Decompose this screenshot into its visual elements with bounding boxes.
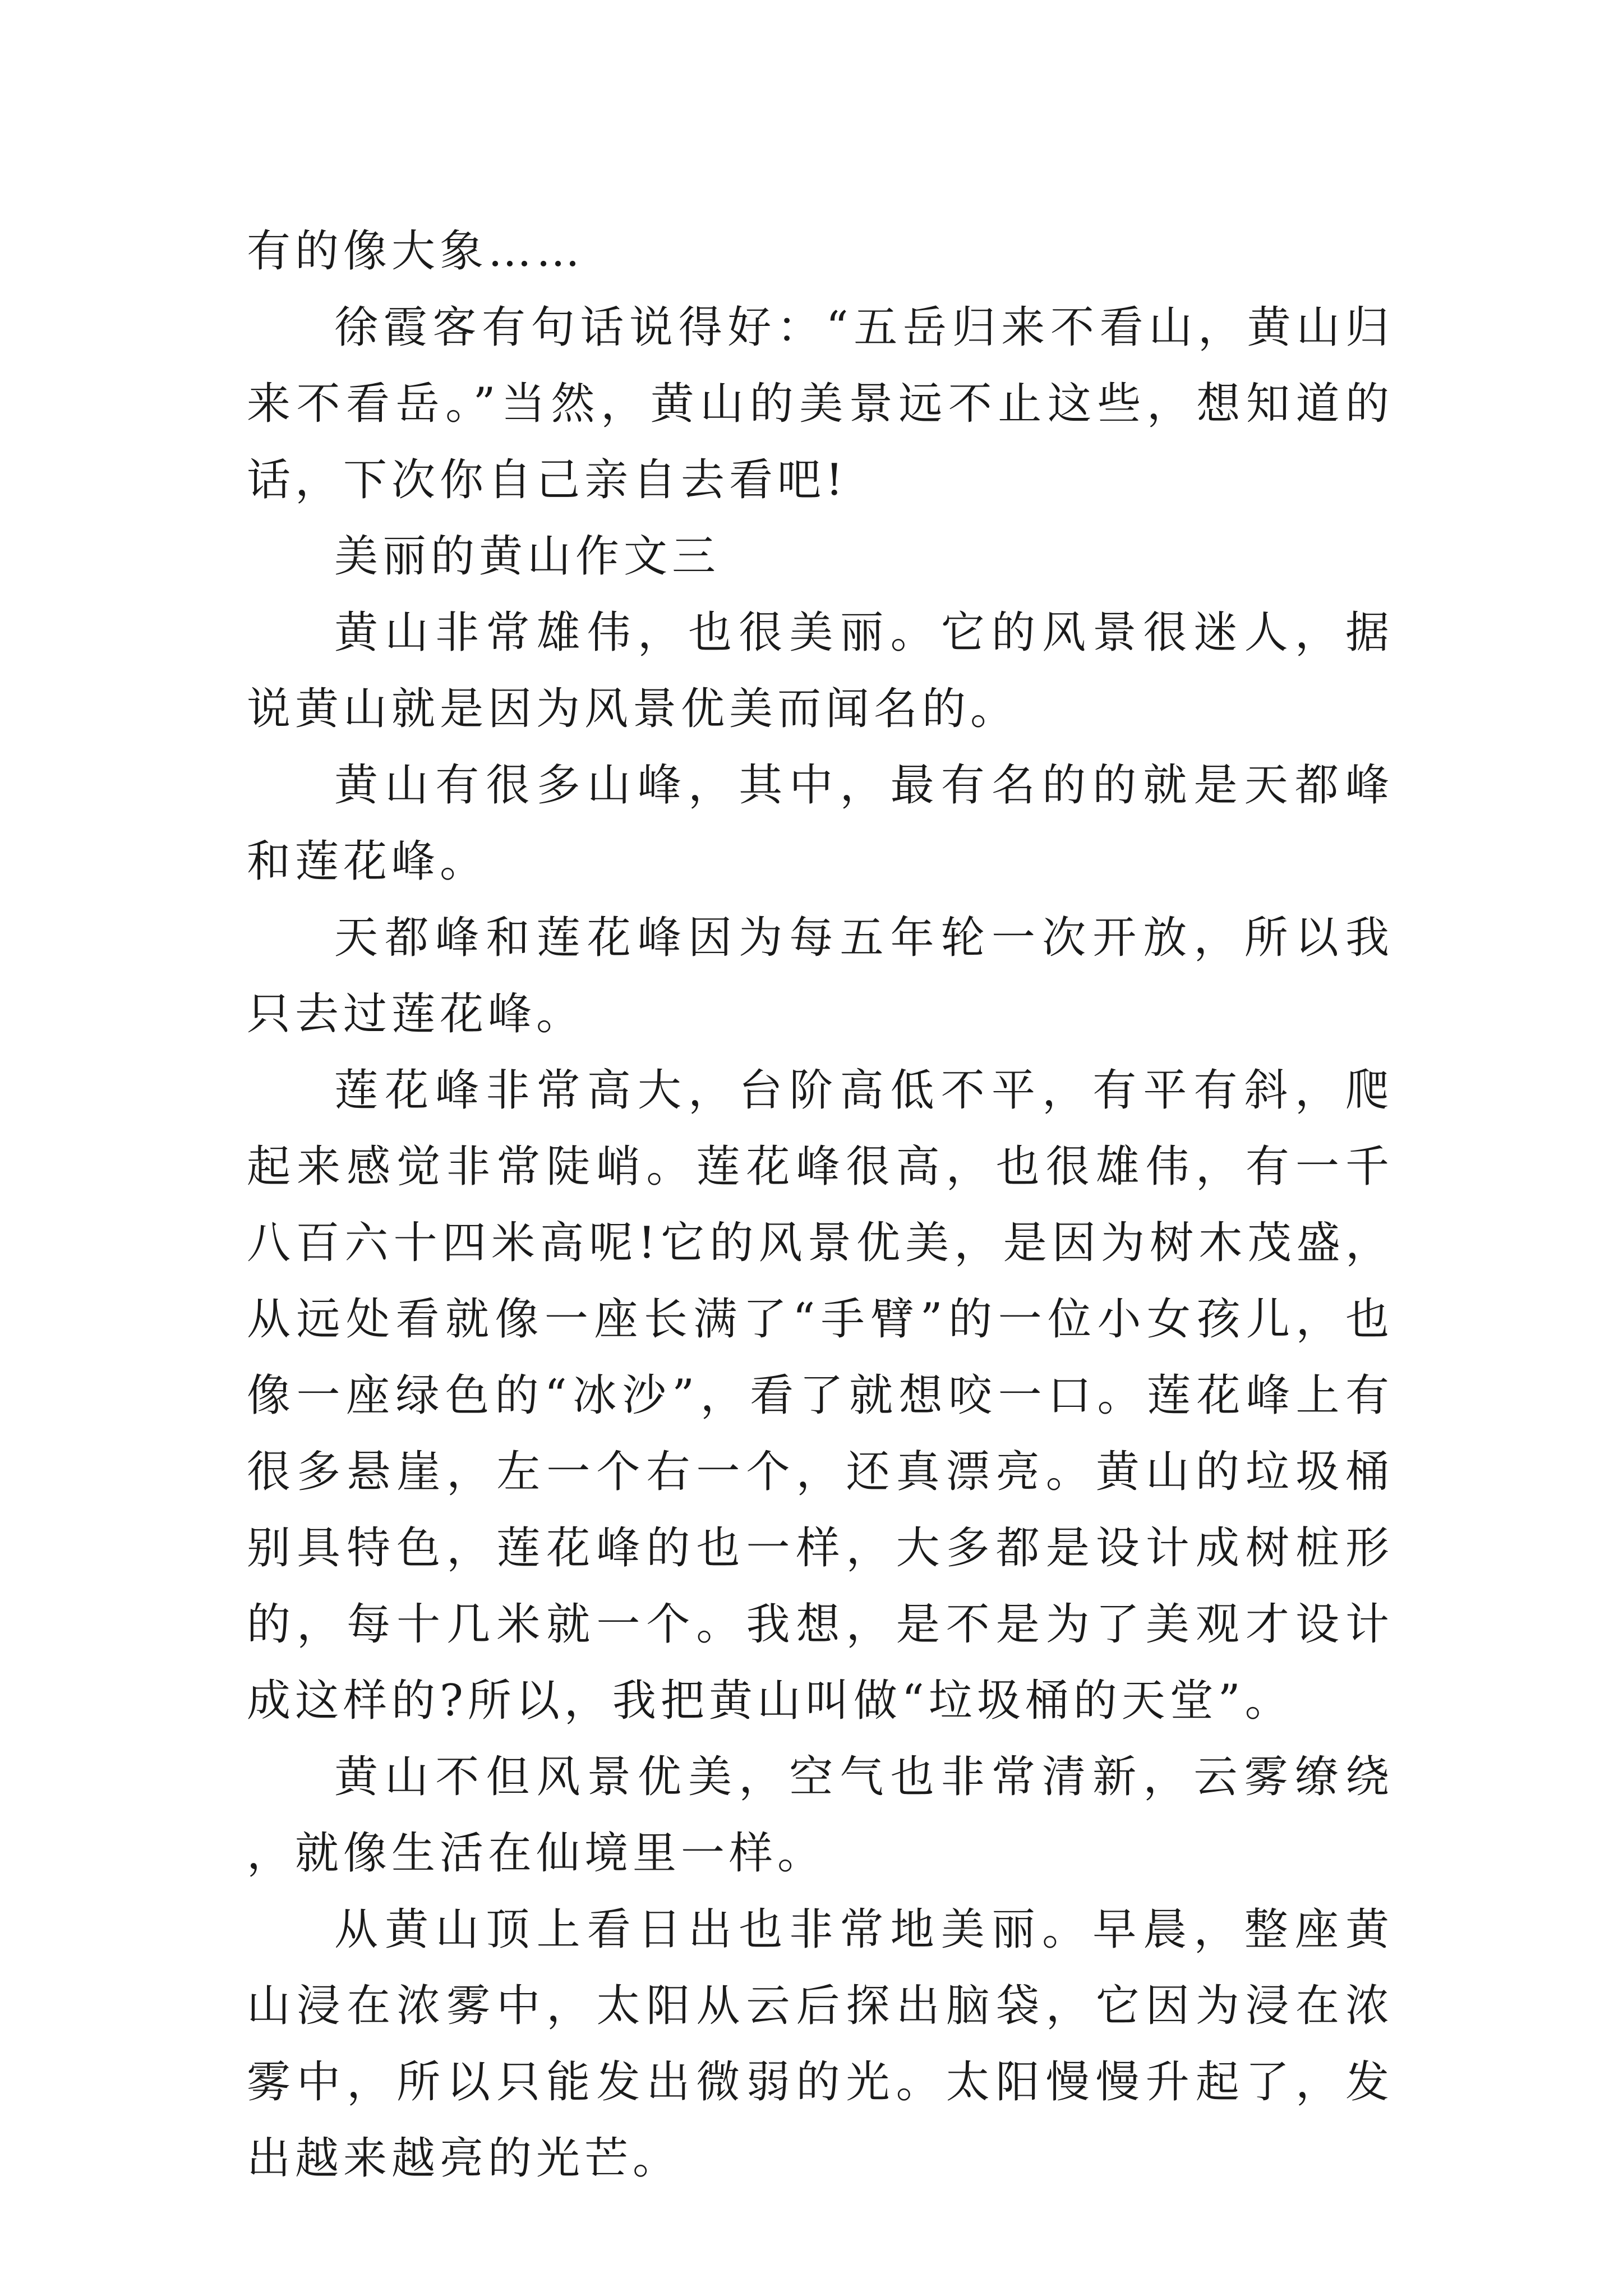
essay-heading: 美丽的黄山作文三 bbox=[334, 531, 721, 582]
paragraph-sunrise: 从黄山顶上看日出也非常地美丽。早晨，整座黄山浸在浓雾中，太阳从云后探出脑袋，它因为浸在浓雾中，所以只能发出微弱的光。太阳慢慢升起了，发出越来越亮的光芒。 bbox=[247, 1904, 1394, 2184]
essay-text bbox=[247, 213, 1394, 2197]
paragraph-continuation: 有的像大象…… bbox=[247, 226, 585, 277]
paragraph-intro: 黄山非常雄伟，也很美丽。它的风景很迷人，据说黄山就是因为风景优美而闻名的。 bbox=[247, 608, 1394, 734]
paragraph-peaks: 黄山有很多山峰，其中，最有名的的就是天都峰和莲花峰。 bbox=[247, 760, 1394, 887]
paragraph-lotus-peak: 莲花峰非常高大，台阶高低不平，有平有斜，爬起来感觉非常陡峭。莲花峰很高，也很雄伟，有一千八百六十四米高呢!它的风景优美，是因为树木茂盛，从远处看就像一座长满了“手臂”的一位小女孩儿，也像一座绿色的“冰沙”，看了就想咬一口。莲花峰上有很多悬崖，左一个右一个，还真漂亮。黄山的垃圾桶别具特色，莲花峰的也一样，大多都是设计成树桩形的，每十几米就一个。我想，是不是为了美观才设计成这样的?所以，我把黄山叫做“垃圾桶的天堂”。 bbox=[247, 1065, 1394, 1726]
paragraph-xu-xiake-quote: 徐霞客有句话说得好：“五岳归来不看山，黄山归来不看岳。”当然，黄山的美景远不止这些，想知道的话，下次你自己亲自去看吧! bbox=[247, 302, 1394, 505]
paragraph-air: 黄山不但风景优美，空气也非常清新，云雾缭绕，就像生活在仙境里一样。 bbox=[247, 1752, 1394, 1879]
paragraph-opening: 天都峰和莲花峰因为每五年轮一次开放，所以我只去过莲花峰。 bbox=[247, 913, 1394, 1039]
